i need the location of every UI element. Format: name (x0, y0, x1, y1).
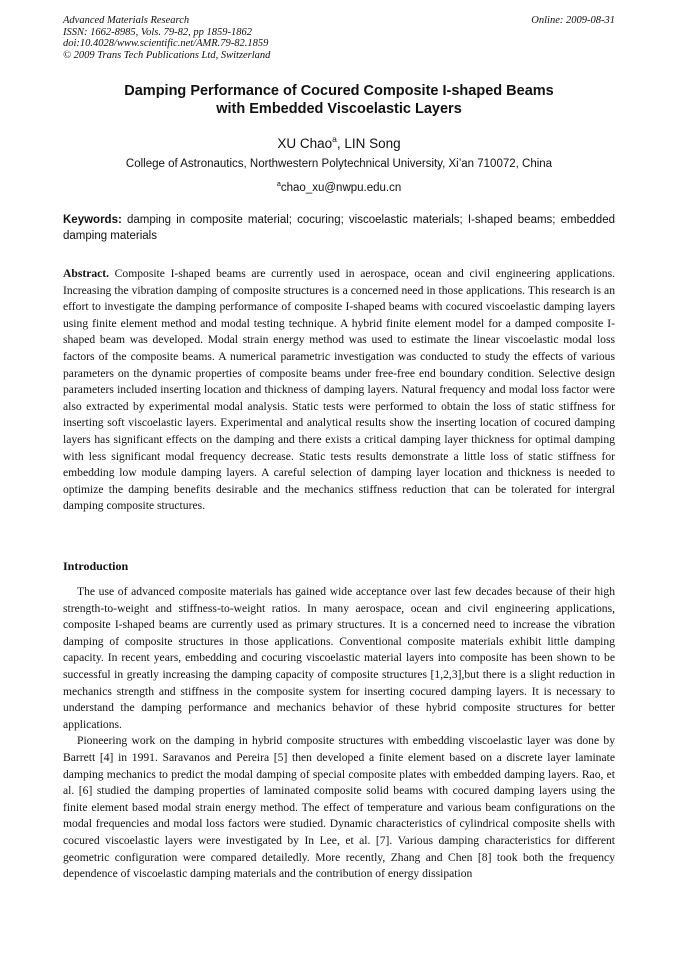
author-1: XU Chao (277, 136, 333, 151)
affiliation: College of Astronautics, Northwestern Polytechnical University, Xi’an 710072, China (125, 158, 553, 170)
author-list (40, 134, 638, 151)
copyright-line: © 2009 Trans Tech Publications Ltd, Switzerland (63, 49, 271, 61)
title-line-1: Damping Performance of Cocured Composite I-shaped Beams (124, 83, 554, 99)
doi-line: doi:10.4028/www.scientific.net/AMR.79-82.1859 (63, 38, 269, 49)
intro-paragraph-1: The use of advanced composite materials has gained wide acceptance over last few decades because of their high strength-to-weight and stiffness-to-weight ratios. In many aerospace, ocean and civil engineering applications, composite I-shaped beams are currently used as primary structures. It is a concerned need to increase the vibration damping of composite structures in those applications. Conventional composite materials exhibit little damping capacity. In recent years, embedding and cocuring viscoelastic material layers into composite has been shown to be successful in greatly increasing the damping capacity of composite structures [1,2,3],but there is a slight reduction in mechanics strength and stiffness in the composite system for inserting cocured damping layers. It is necessary to understand the damping performance and mechanics behavior of these hybrid composite structures for better applications. (63, 585, 615, 731)
author-2: LIN Song (344, 136, 401, 151)
intro-paragraph-2: Pioneering work on the damping in hybrid composite structures with embedding viscoelastic layer was done by Barrett [4] in 1991. Saravanos and Pereira [5] then developed a finite element based on a discrete layer laminate damping mechanics to predict the modal damping of special composite plates with embedded damping layers. Rao, et al. [6] studied the damping properties of laminated composite solid beams with cocured damping layers using the finite element based modal strain energy method. The effect of temperature and various beam configurations on the modal frequencies and modal loss factors were studied. Dynamic characteristics of cylindrical composite shells with cocured viscoelastic layers were investigated by In Lee, et al. [7]. Various damping characteristics for different geometric configuration were compared detailedly. More recently, Zhang and Chen [8] took both the frequency dependence of viscoelastic damping materials and the contribution of energy dissipation (63, 734, 615, 881)
paper-title (40, 82, 638, 118)
journal-name: Advanced Materials Research (63, 15, 190, 26)
issn-line: ISSN: 1662-8985, Vols. 79-82, pp 1859-1862 (63, 26, 252, 38)
keywords (63, 212, 615, 244)
abstract (63, 266, 615, 515)
author-1-affiliation-mark: a (332, 134, 337, 144)
online-date: Online: 2009-08-31 (531, 15, 615, 26)
email-mark: a (276, 179, 281, 188)
title-line-2: with Embedded Viscoelastic Layers (216, 101, 462, 117)
author-email (40, 179, 638, 194)
keywords-text: damping in composite material; cocuring; viscoelastic materials; I-shaped beams; embedded damping materials (63, 214, 615, 242)
introduction-body (63, 584, 615, 883)
abstract-label: Abstract. (63, 267, 110, 280)
email-address: chao_xu@nwpu.edu.cn (280, 182, 402, 194)
abstract-text: Composite I-shaped beams are currently used in aerospace, ocean and civil engineering applications. Increasing the vibration damping of composite structures is a concerned need in those applications. This research is an effort to investigate the damping performance of composite I-shaped beams with cocured viscoelastic damping layers using finite element method and modal testing technique. A hybrid finite element model for a damped composite I-shaped beam was developed. Modal strain energy method was used to estimate the linear viscoelastic modal loss factors of the composite beams. A numerical parametric investigation was conducted to study the effects of various parameters on the dynamic properties of composite beams under free-free end boundary condition. Selective design parameters included inserting location and thickness of damping layers. Natural frequency and modal loss factor were also extracted by experimental modal analysis. Static tests were performed to obtain the loss of static stiffness for inserting soft viscoelastic layers. Experimental and analytical results show the inserting location of cocured damping layers has significant effects on the damping and there exists a critical damping layer thickness for optimal damping with less significant modal frequency decrease. Static tests results demonstrate a little loss of static stiffness for embedding low module damping layers. A careful selection of damping layer location and thickness is needed to optimize the damping benefits desirable and the mechanics stiffness reduction that can be tolerated for intergral damping composite structures. (63, 267, 615, 513)
author-separator: , (336, 136, 345, 151)
running-header (63, 15, 615, 61)
section-heading-introduction: Introduction (63, 559, 129, 573)
keywords-label: Keywords: (63, 214, 122, 226)
